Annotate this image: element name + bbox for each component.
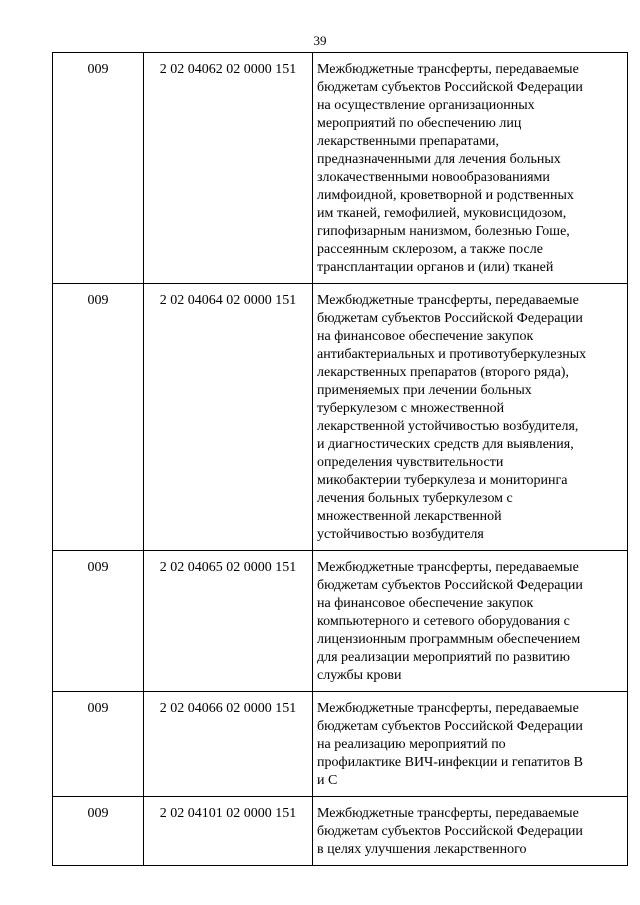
revenue-name-line: лекарственных препаратов (второго ряда), [317,365,569,380]
revenue-code-cell: 2 02 04066 02 0000 151 [144,692,313,797]
revenue-name-line: устойчивостью возбудителя [317,527,484,542]
revenue-name-line: бюджетам субъектов Российской Федерации [317,824,583,839]
revenue-code-cell: 2 02 04064 02 0000 151 [144,284,313,551]
revenue-name-line: антибактериальных и противотуберкулезных [317,347,587,362]
revenue-name-line: на финансовое обеспечение закупок [317,329,534,344]
revenue-code-cell: 2 02 04062 02 0000 151 [144,53,313,284]
revenue-name-line: мероприятий по обеспечению лиц [317,116,522,131]
revenue-name-line: применяемых при лечении больных [317,383,532,398]
revenue-name-line: бюджетам субъектов Российской Федерации [317,578,583,593]
revenue-code-cell: 2 02 04065 02 0000 151 [144,551,313,692]
revenue-name-line: им тканей, гемофилией, муковисцидозом, [317,206,567,221]
budget-code-table [52,52,628,866]
revenue-name-line: лицензионным программным обеспечением [317,632,581,647]
revenue-name-line: компьютерного и сетевого оборудования с [317,614,570,629]
revenue-name-line: в целях улучшения лекарственного [317,842,527,857]
revenue-name-line: и диагностических средств для выявления, [317,437,574,452]
admin-code-cell: 009 [53,797,144,866]
revenue-name-cell [313,551,628,692]
revenue-name-line: для реализации мероприятий по развитию [317,650,570,665]
revenue-name-line: лимфоидной, кроветворной и родственных [317,188,574,203]
revenue-name-line: множественной лекарственной [317,509,502,524]
revenue-name-line: Межбюджетные трансферты, передаваемые [317,62,579,77]
revenue-name-line: трансплантации органов и (или) тканей [317,260,554,275]
revenue-name-line: микобактерии туберкулеза и мониторинга [317,473,568,488]
revenue-name-line: на осуществление организационных [317,98,535,113]
revenue-name-line: бюджетам субъектов Российской Федерации [317,80,583,95]
revenue-name-line: на финансовое обеспечение закупок [317,596,534,611]
revenue-name-line: профилактике ВИЧ-инфекции и гепатитов В [317,755,584,770]
table-body [53,53,628,866]
revenue-name-line: гипофизарным нанизмом, болезнью Гоше, [317,224,570,239]
table-row [53,797,628,866]
revenue-name-line: Межбюджетные трансферты, передаваемые [317,701,579,716]
revenue-name-cell [313,692,628,797]
revenue-name-line: Межбюджетные трансферты, передаваемые [317,293,579,308]
revenue-name-line: службы крови [317,668,402,683]
admin-code-cell: 009 [53,53,144,284]
admin-code-cell: 009 [53,551,144,692]
revenue-name-line: лекарственными препаратами, [317,134,499,149]
revenue-name-cell [313,284,628,551]
admin-code-cell: 009 [53,284,144,551]
revenue-name-line: Межбюджетные трансферты, передаваемые [317,560,579,575]
page-number: 39 [313,33,327,48]
revenue-name-line: определения чувствительности [317,455,504,470]
revenue-name-line: лекарственной устойчивостью возбудителя, [317,419,579,434]
revenue-name-line: бюджетам субъектов Российской Федерации [317,719,583,734]
revenue-name-cell [313,53,628,284]
table-row [53,551,628,692]
revenue-name-line: лечения больных туберкулезом с [317,491,513,506]
admin-code-cell: 009 [53,692,144,797]
revenue-name-line: туберкулезом с множественной [317,401,505,416]
revenue-name-line: рассеянным склерозом, а также после [317,242,543,257]
revenue-name-line: злокачественными новообразованиями [317,170,550,185]
revenue-name-line: предназначенными для лечения больных [317,152,561,167]
revenue-name-line: на реализацию мероприятий по [317,737,506,752]
revenue-name-line: и С [317,773,338,788]
table-row [53,692,628,797]
revenue-name-line: Межбюджетные трансферты, передаваемые [317,806,579,821]
revenue-code-cell: 2 02 04101 02 0000 151 [144,797,313,866]
table-row [53,284,628,551]
revenue-name-cell [313,797,628,866]
revenue-name-line: бюджетам субъектов Российской Федерации [317,311,583,326]
table-row [53,53,628,284]
